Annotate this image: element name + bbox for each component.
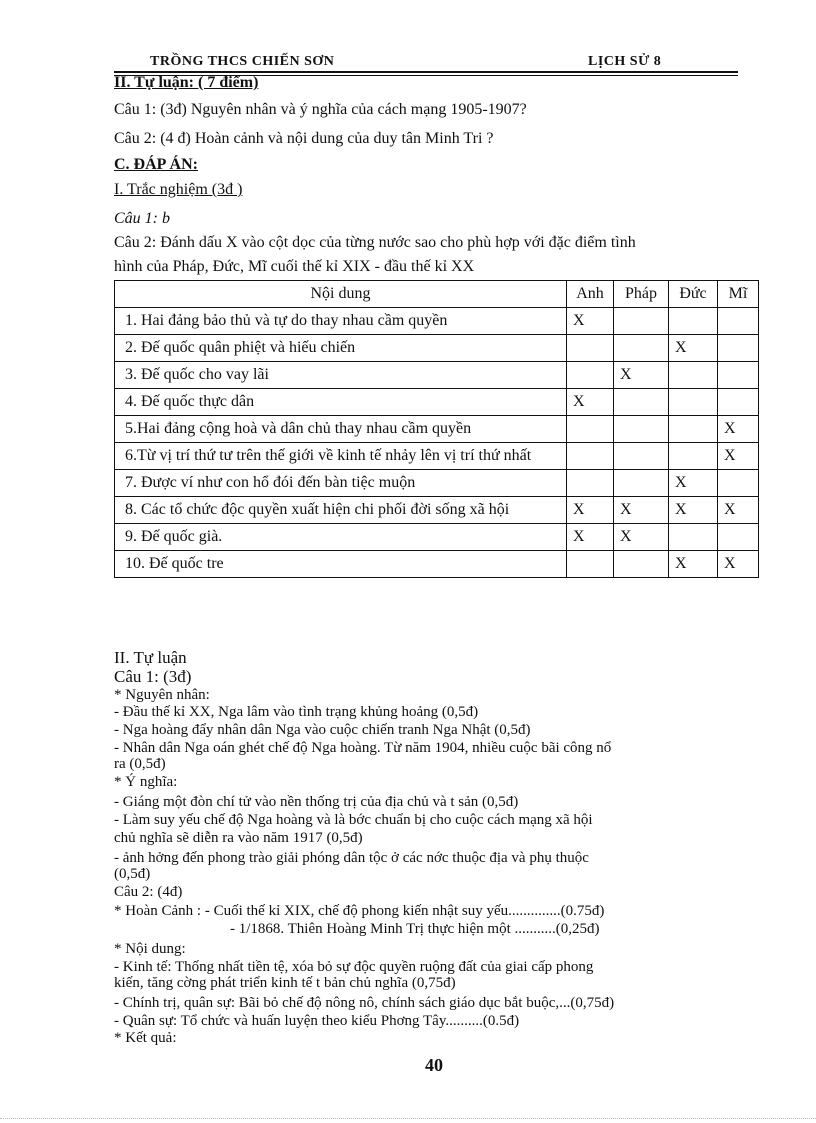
table-row (115, 443, 759, 470)
row-content: 4. Đế quốc thực dân (115, 389, 567, 416)
mark-mi: X (718, 497, 759, 524)
meaning-line: - Giáng một đòn chí tử vào nền thống trị của địa chủ và t sản (0,5đ) (114, 794, 519, 810)
cause-line: - Nga hoàng đẩy nhân dân Nga vào cuộc chiến tranh Nga Nhật (0,5đ) (114, 722, 531, 738)
row-content: 2. Đế quốc quân phiệt và hiếu chiến (115, 335, 567, 362)
part2-title: II. Tự luận: ( 7 điểm) (114, 74, 259, 91)
mark-duc (669, 362, 718, 389)
mark-mi (718, 470, 759, 497)
mark-duc (669, 308, 718, 335)
essay-title: II. Tự luận (114, 648, 187, 667)
country-table (114, 280, 759, 578)
mark-phap (614, 443, 669, 470)
mark-phap (614, 335, 669, 362)
row-content: 8. Các tổ chức độc quyền xuất hiện chi phối đời sống xã hội (115, 497, 567, 524)
content-line: - Kinh tế: Thống nhất tiền tệ, xóa bỏ sự độc quyền ruộng đất của giai cấp phong (114, 959, 594, 975)
mark-anh (567, 443, 614, 470)
mark-phap (614, 308, 669, 335)
table-row (115, 389, 759, 416)
mark-anh (567, 470, 614, 497)
mark-mi (718, 335, 759, 362)
essay-c2-title: Câu 2: (4đ) (114, 884, 183, 900)
mark-anh (567, 335, 614, 362)
page-bottom-divider (0, 1118, 816, 1119)
meaning-line: chủ nghĩa sẽ diễn ra vào năm 1917 (0,5đ) (114, 830, 363, 846)
cause-line: - Đầu thế kỉ XX, Nga lâm vào tình trạng khủng hoảng (0,5đ) (114, 704, 479, 720)
content-line: - Chính trị, quân sự: Bãi bỏ chế độ nông nô, chính sách giáo dục bắt buộc,...(0,75đ) (114, 995, 615, 1011)
mark-phap: X (614, 524, 669, 551)
q1-answer: Câu 1: b (114, 210, 170, 227)
essay-c1-title: Câu 1: (3đ) (114, 667, 192, 686)
mark-duc (669, 416, 718, 443)
content-line: kiến, tăng cờng phát triển kinh tế t bản chủ nghĩa (0,75đ) (114, 975, 456, 991)
mark-phap (614, 416, 669, 443)
answer-heading: C. ĐÁP ÁN: (114, 156, 198, 173)
context-line: - 1/1868. Thiên Hoàng Minh Trị thực hiện một ...........(0,25đ) (230, 921, 600, 937)
content-title: * Nội dung: (114, 941, 186, 957)
mark-duc: X (669, 335, 718, 362)
table-row (115, 551, 759, 578)
mark-anh: X (567, 497, 614, 524)
mark-mi (718, 389, 759, 416)
meaning-line: - ảnh hởng đến phong trào giải phóng dân tộc ở các nớc thuộc địa và phụ thuộc (114, 850, 589, 866)
row-content: 3. Đế quốc cho vay lãi (115, 362, 567, 389)
mc-heading: I. Trắc nghiệm (3đ ) (114, 181, 243, 198)
mark-duc: X (669, 470, 718, 497)
header-anh: Anh (567, 281, 614, 308)
mark-mi (718, 362, 759, 389)
content-line: - Quân sự: Tổ chức và huấn luyện theo kiểu Phơng Tây..........(0.5đ) (114, 1013, 520, 1029)
table-row (115, 416, 759, 443)
context-line: * Hoàn Cảnh : - Cuối thế kỉ XIX, chế độ phong kiến nhật suy yếu..............(0.75đ) (114, 903, 605, 919)
mark-duc (669, 443, 718, 470)
mark-phap: X (614, 362, 669, 389)
mark-duc: X (669, 497, 718, 524)
cause-title: * Nguyên nhân: (114, 687, 210, 703)
page-number: 40 (425, 1055, 443, 1075)
mark-duc (669, 524, 718, 551)
header-duc: Đức (669, 281, 718, 308)
header-subject: LỊCH SỬ 8 (588, 54, 662, 69)
table-row (115, 524, 759, 551)
mark-duc: X (669, 551, 718, 578)
question-1: Câu 1: (3đ) Nguyên nhân và ý nghĩa của cách mạng 1905-1907? (114, 101, 527, 118)
table-row (115, 470, 759, 497)
mark-mi: X (718, 416, 759, 443)
table-row (115, 497, 759, 524)
result-title: * Kết quả: (114, 1030, 177, 1046)
meaning-line: (0,5đ) (114, 866, 151, 882)
cause-line: - Nhân dân Nga oán ghét chế độ Nga hoàng. Từ năm 1904, nhiều cuộc bãi công nổ (114, 740, 612, 756)
header-mi: Mĩ (718, 281, 759, 308)
mark-mi (718, 308, 759, 335)
row-content: 1. Hai đảng bảo thủ và tự do thay nhau cầm quyền (115, 308, 567, 335)
cause-line: ra (0,5đ) (114, 756, 166, 772)
mark-mi (718, 524, 759, 551)
row-content: 6.Từ vị trí thứ tư trên thế giới về kinh tế nhảy lên vị trí thứ nhất (115, 443, 567, 470)
mark-anh (567, 416, 614, 443)
q2-instruction-line1: Câu 2: Đánh dấu X vào cột dọc của từng nước sao cho phù hợp với đặc điểm tình (114, 234, 636, 251)
header-content: Nội dung (115, 281, 567, 308)
row-content: 9. Đế quốc già. (115, 524, 567, 551)
mark-phap: X (614, 497, 669, 524)
question-2: Câu 2: (4 đ) Hoàn cảnh và nội dung của duy tân Minh Tri ? (114, 130, 494, 147)
mark-phap (614, 389, 669, 416)
meaning-title: * Ý nghĩa: (114, 774, 178, 790)
row-content: 7. Được ví như con hổ đói đến bàn tiệc muộn (115, 470, 567, 497)
mark-anh: X (567, 524, 614, 551)
mark-mi: X (718, 551, 759, 578)
table-row (115, 308, 759, 335)
meaning-line: - Làm suy yếu chế độ Nga hoàng và là bớc chuẩn bị cho cuộc cách mạng xã hội (114, 812, 593, 828)
mark-anh: X (567, 389, 614, 416)
header-school: TRỒNG THCS CHIẾN SƠN (150, 54, 335, 69)
row-content: 10. Đế quốc tre (115, 551, 567, 578)
row-content: 5.Hai đảng cộng hoà và dân chủ thay nhau cầm quyền (115, 416, 567, 443)
table-row (115, 362, 759, 389)
table-header-row (115, 281, 759, 308)
mark-phap (614, 551, 669, 578)
table-row (115, 335, 759, 362)
mark-phap (614, 470, 669, 497)
mark-anh (567, 551, 614, 578)
header-rule (114, 71, 738, 73)
mark-anh (567, 362, 614, 389)
mark-mi: X (718, 443, 759, 470)
header-phap: Pháp (614, 281, 669, 308)
mark-anh: X (567, 308, 614, 335)
mark-duc (669, 389, 718, 416)
q2-instruction-line2: hình của Pháp, Đức, Mĩ cuối thế kỉ XIX - đầu thế kỉ XX (114, 258, 475, 275)
